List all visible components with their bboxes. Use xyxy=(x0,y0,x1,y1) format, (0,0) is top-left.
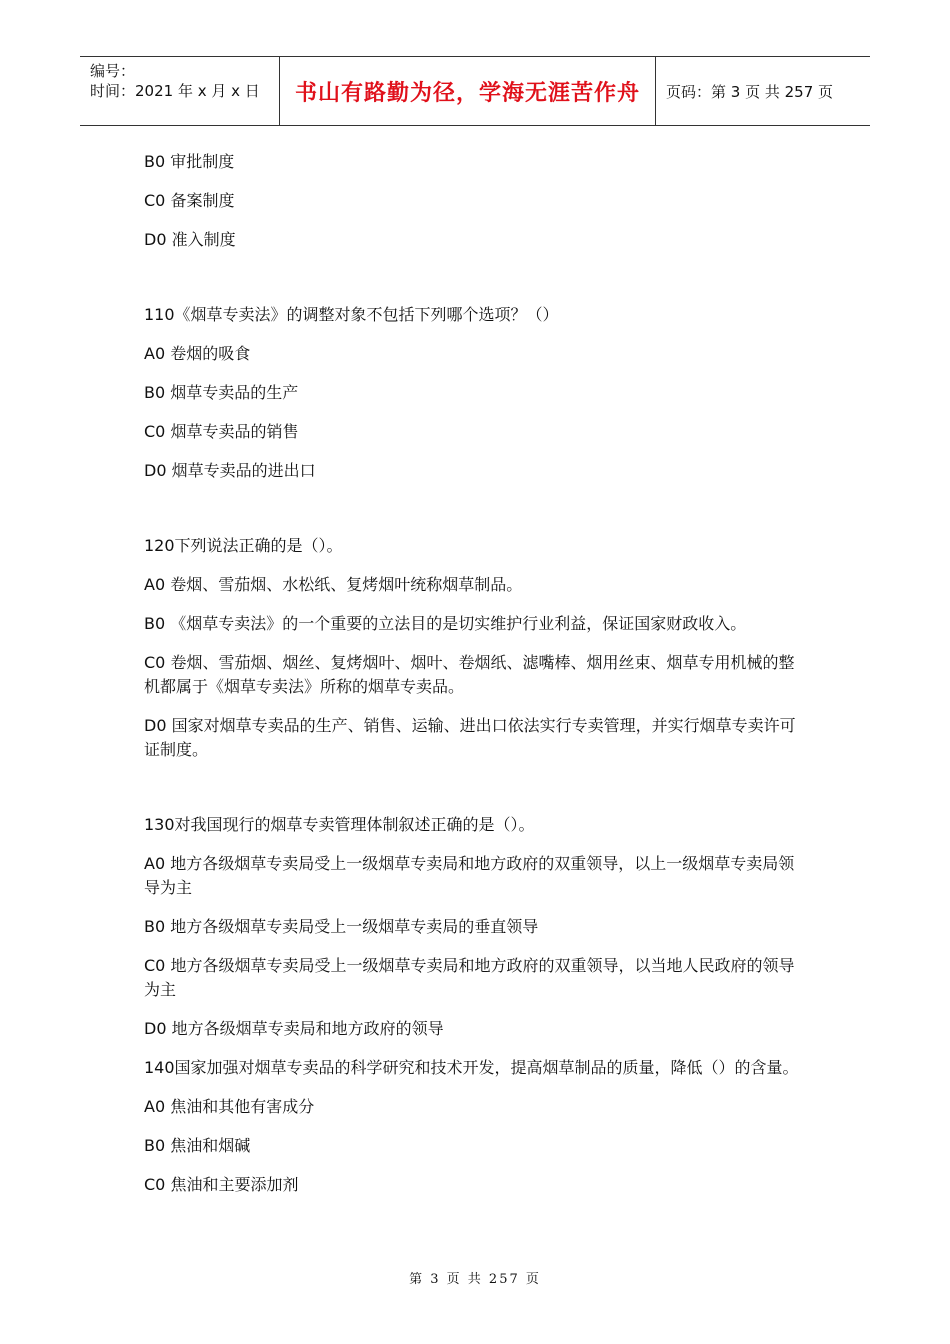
answer-option: A0 卷烟的吸食 xyxy=(144,344,251,363)
page-header xyxy=(80,56,870,126)
section-spacer xyxy=(144,777,809,813)
answer-option: C0 地方各级烟草专卖局受上一级烟草专卖局和地方政府的双重领导，以当地人民政府的领导为主 xyxy=(144,956,795,999)
answer-option: C0 焦油和主要添加剂 xyxy=(144,1175,299,1194)
section-spacer xyxy=(144,498,809,534)
document-body xyxy=(144,150,809,1212)
answer-option: D0 准入制度 xyxy=(144,230,236,249)
answer-option: C0 备案制度 xyxy=(144,191,235,210)
section-spacer xyxy=(144,267,809,303)
answer-option: D0 地方各级烟草专卖局和地方政府的领导 xyxy=(144,1019,444,1038)
answer-option: A0 地方各级烟草专卖局受上一级烟草专卖局和地方政府的双重领导，以上一级烟草专卖局领导为主 xyxy=(144,854,795,897)
header-meta xyxy=(80,57,280,125)
answer-option: A0 焦油和其他有害成分 xyxy=(144,1097,315,1116)
answer-option: D0 国家对烟草专卖品的生产、销售、运输、进出口依法实行专卖管理，并实行烟草专卖许可证制度。 xyxy=(144,716,796,759)
document-date-label: 时间：2021 年 x 月 x 日 xyxy=(90,82,260,100)
header-page-info: 页码：第 3 页 共 257 页 xyxy=(666,82,834,101)
answer-option: B0 《烟草专卖法》的一个重要的立法目的是切实维护行业利益，保证国家财政收入。 xyxy=(144,614,747,633)
document-number-label: 编号： xyxy=(90,62,136,80)
answer-option: B0 焦油和烟碱 xyxy=(144,1136,251,1155)
question-text: 130对我国现行的烟草专卖管理体制叙述正确的是（）。 xyxy=(144,815,535,834)
answer-option: C0 烟草专卖品的销售 xyxy=(144,422,299,441)
answer-option: D0 烟草专卖品的进出口 xyxy=(144,461,316,480)
page-footer: 第 3 页 共 257 页 xyxy=(409,1272,541,1287)
answer-option: B0 烟草专卖品的生产 xyxy=(144,383,299,402)
question-text: 110《烟草专卖法》的调整对象不包括下列哪个选项？（） xyxy=(144,305,559,324)
question-text: 120下列说法正确的是（）。 xyxy=(144,536,343,555)
answer-option: A0 卷烟、雪茄烟、水松纸、复烤烟叶统称烟草制品。 xyxy=(144,575,523,594)
answer-option: B0 地方各级烟草专卖局受上一级烟草专卖局的垂直领导 xyxy=(144,917,539,936)
answer-option: C0 卷烟、雪茄烟、烟丝、复烤烟叶、烟叶、卷烟纸、滤嘴棒、烟用丝束、烟草专用机械的整机都属于《烟草专卖法》所称的烟草专卖品。 xyxy=(144,653,795,696)
header-motto: 书山有路勤为径，学海无涯苦作舟 xyxy=(280,57,656,125)
answer-option: B0 审批制度 xyxy=(144,152,235,171)
question-text: 140国家加强对烟草专卖品的科学研究和技术开发，提高烟草制品的质量，降低（）的含量。 xyxy=(144,1058,799,1077)
